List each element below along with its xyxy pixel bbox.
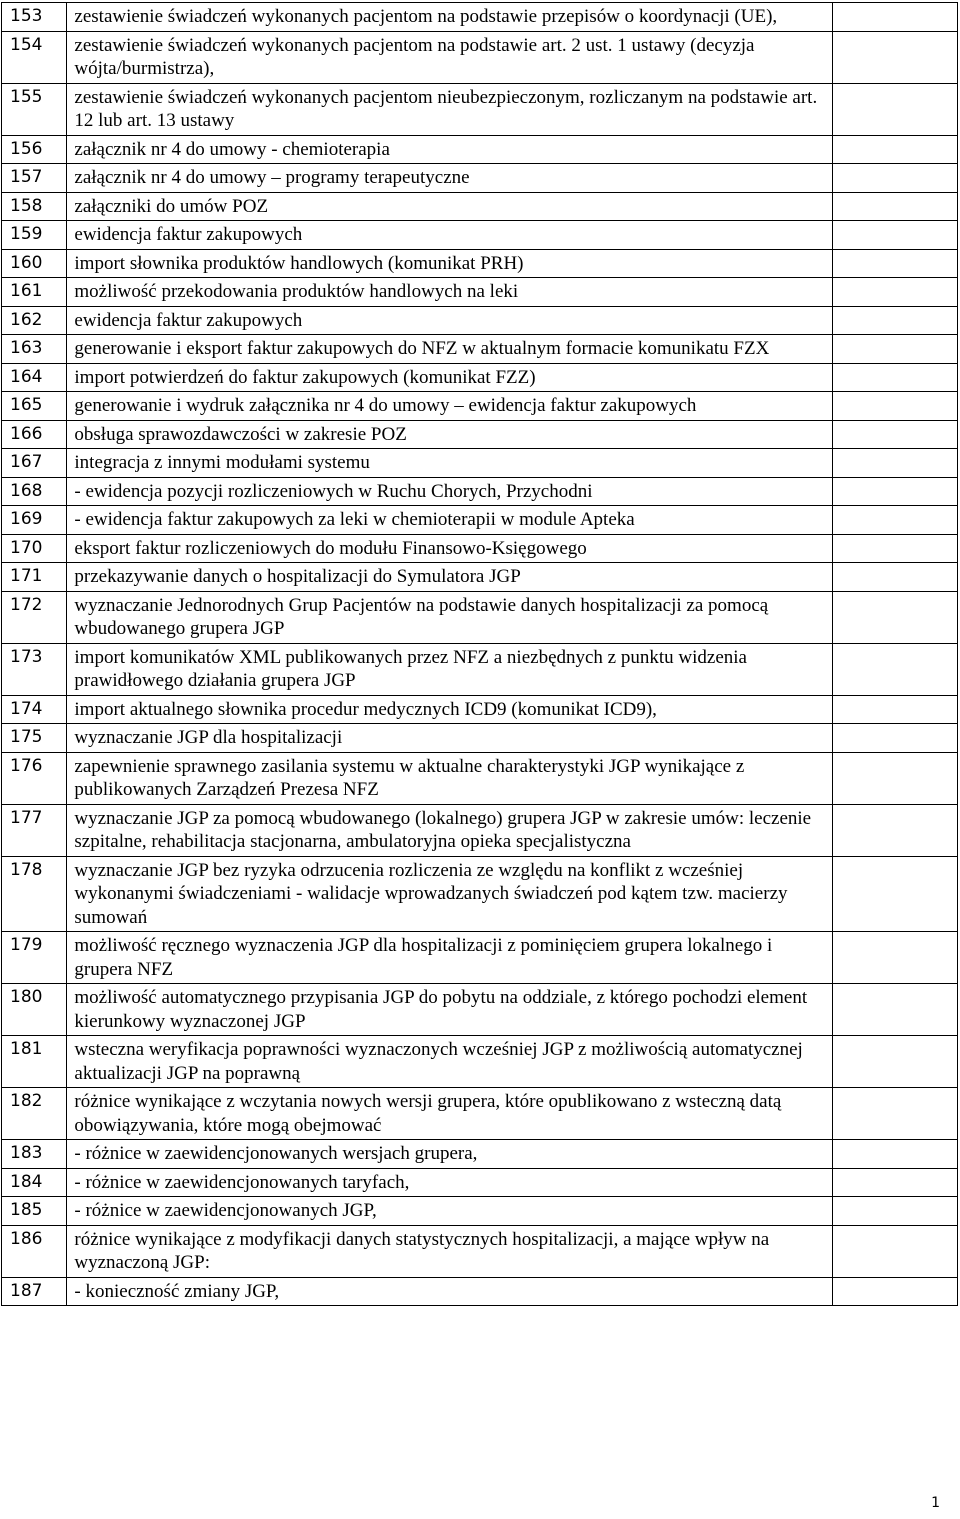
- row-number: 172: [2, 591, 67, 643]
- table-row: [2, 1168, 958, 1197]
- table-row: [2, 306, 958, 335]
- table-row: [2, 449, 958, 478]
- row-number: 186: [2, 1225, 67, 1277]
- row-empty-cell: [833, 1197, 958, 1226]
- row-empty-cell: [833, 591, 958, 643]
- row-description: obsługa sprawozdawczości w zakresie POZ: [67, 420, 833, 449]
- table-row: [2, 192, 958, 221]
- row-empty-cell: [833, 1140, 958, 1169]
- row-empty-cell: [833, 724, 958, 753]
- row-number: 167: [2, 449, 67, 478]
- row-number: 174: [2, 695, 67, 724]
- row-description: generowanie i wydruk załącznika nr 4 do umowy – ewidencja faktur zakupowych: [67, 392, 833, 421]
- row-number: 160: [2, 249, 67, 278]
- table-row: [2, 3, 958, 32]
- table-row: [2, 1088, 958, 1140]
- row-description: ewidencja faktur zakupowych: [67, 306, 833, 335]
- row-description: zapewnienie sprawnego zasilania systemu w aktualne charakterystyki JGP wynikające z publikowanych Zarządzeń Prezesa NFZ: [67, 752, 833, 804]
- row-description: import aktualnego słownika procedur medycznych ICD9 (komunikat ICD9),: [67, 695, 833, 724]
- row-description: import słownika produktów handlowych (komunikat PRH): [67, 249, 833, 278]
- row-empty-cell: [833, 643, 958, 695]
- row-number: 175: [2, 724, 67, 753]
- row-number: 179: [2, 932, 67, 984]
- row-description: wyznaczanie Jednorodnych Grup Pacjentów na podstawie danych hospitalizacji za pomocą wbudowanego grupera JGP: [67, 591, 833, 643]
- row-description: zestawienie świadczeń wykonanych pacjentom na podstawie art. 2 ust. 1 ustawy (decyzja wójta/burmistrza),: [67, 31, 833, 83]
- row-empty-cell: [833, 192, 958, 221]
- table-row: [2, 221, 958, 250]
- table-row: [2, 984, 958, 1036]
- row-empty-cell: [833, 392, 958, 421]
- row-number: 164: [2, 363, 67, 392]
- row-description: zestawienie świadczeń wykonanych pacjentom nieubezpieczonym, rozliczanym na podstawie art. 12 lub art. 13 ustawy: [67, 83, 833, 135]
- table-row: [2, 506, 958, 535]
- row-number: 184: [2, 1168, 67, 1197]
- row-empty-cell: [833, 1088, 958, 1140]
- row-empty-cell: [833, 1225, 958, 1277]
- row-description: - różnice w zaewidencjonowanych JGP,: [67, 1197, 833, 1226]
- row-number: 181: [2, 1036, 67, 1088]
- row-empty-cell: [833, 563, 958, 592]
- row-description: ewidencja faktur zakupowych: [67, 221, 833, 250]
- row-number: 180: [2, 984, 67, 1036]
- table-row: [2, 363, 958, 392]
- row-empty-cell: [833, 249, 958, 278]
- row-number: 185: [2, 1197, 67, 1226]
- row-number: 171: [2, 563, 67, 592]
- table-row: [2, 392, 958, 421]
- table-row: [2, 1140, 958, 1169]
- row-empty-cell: [833, 83, 958, 135]
- table-row: [2, 591, 958, 643]
- row-description: import potwierdzeń do faktur zakupowych (komunikat FZZ): [67, 363, 833, 392]
- row-description: możliwość ręcznego wyznaczenia JGP dla hospitalizacji z pominięciem grupera lokalnego i grupera NFZ: [67, 932, 833, 984]
- row-empty-cell: [833, 164, 958, 193]
- row-empty-cell: [833, 278, 958, 307]
- table-row: [2, 804, 958, 856]
- row-number: 182: [2, 1088, 67, 1140]
- row-number: 155: [2, 83, 67, 135]
- row-empty-cell: [833, 804, 958, 856]
- row-description: - konieczność zmiany JGP,: [67, 1277, 833, 1306]
- row-empty-cell: [833, 306, 958, 335]
- row-number: 159: [2, 221, 67, 250]
- row-empty-cell: [833, 932, 958, 984]
- table-row: [2, 278, 958, 307]
- row-description: wyznaczanie JGP bez ryzyka odrzucenia rozliczenia ze względu na konflikt z wcześniej wykonanymi świadczeniami - walidacje wprowadzanych świadczeń pod kątem tzw. macierzy sumowań: [67, 856, 833, 932]
- row-empty-cell: [833, 984, 958, 1036]
- row-empty-cell: [833, 752, 958, 804]
- row-empty-cell: [833, 449, 958, 478]
- table-row: [2, 1277, 958, 1306]
- row-description: załączniki do umów POZ: [67, 192, 833, 221]
- row-number: 168: [2, 477, 67, 506]
- row-empty-cell: [833, 856, 958, 932]
- row-empty-cell: [833, 695, 958, 724]
- row-number: 165: [2, 392, 67, 421]
- row-empty-cell: [833, 3, 958, 32]
- row-number: 183: [2, 1140, 67, 1169]
- table-row: [2, 1197, 958, 1226]
- row-description: generowanie i eksport faktur zakupowych do NFZ w aktualnym formacie komunikatu FZX: [67, 335, 833, 364]
- table-row: [2, 695, 958, 724]
- table-row: [2, 83, 958, 135]
- row-number: 157: [2, 164, 67, 193]
- table-row: [2, 477, 958, 506]
- row-empty-cell: [833, 135, 958, 164]
- row-number: 166: [2, 420, 67, 449]
- row-number: 169: [2, 506, 67, 535]
- row-empty-cell: [833, 221, 958, 250]
- row-empty-cell: [833, 363, 958, 392]
- table-row: [2, 1225, 958, 1277]
- table-row: [2, 249, 958, 278]
- row-empty-cell: [833, 1277, 958, 1306]
- table-row: [2, 31, 958, 83]
- row-description: wsteczna weryfikacja poprawności wyznaczonych wcześniej JGP z możliwością automatycznej aktualizacji JGP na poprawną: [67, 1036, 833, 1088]
- table-row: [2, 752, 958, 804]
- row-description: zestawienie świadczeń wykonanych pacjentom na podstawie przepisów o koordynacji (UE),: [67, 3, 833, 32]
- row-empty-cell: [833, 477, 958, 506]
- table-row: [2, 135, 958, 164]
- row-description: - ewidencja pozycji rozliczeniowych w Ruchu Chorych, Przychodni: [67, 477, 833, 506]
- row-description: możliwość automatycznego przypisania JGP do pobytu na oddziale, z którego pochodzi element kierunkowy wyznaczonej JGP: [67, 984, 833, 1036]
- row-number: 163: [2, 335, 67, 364]
- row-number: 177: [2, 804, 67, 856]
- requirements-table: [1, 2, 958, 1306]
- table-row: [2, 643, 958, 695]
- row-description: - ewidencja faktur zakupowych za leki w chemioterapii w module Apteka: [67, 506, 833, 535]
- row-description: integracja z innymi modułami systemu: [67, 449, 833, 478]
- row-number: 173: [2, 643, 67, 695]
- table-row: [2, 724, 958, 753]
- row-description: przekazywanie danych o hospitalizacji do Symulatora JGP: [67, 563, 833, 592]
- table-row: [2, 335, 958, 364]
- table-row: [2, 563, 958, 592]
- row-description: eksport faktur rozliczeniowych do modułu Finansowo-Księgowego: [67, 534, 833, 563]
- row-description: wyznaczanie JGP dla hospitalizacji: [67, 724, 833, 753]
- table-row: [2, 534, 958, 563]
- row-empty-cell: [833, 506, 958, 535]
- row-number: 187: [2, 1277, 67, 1306]
- row-number: 178: [2, 856, 67, 932]
- requirements-table-body: [2, 3, 958, 1306]
- row-description: import komunikatów XML publikowanych przez NFZ a niezbędnych z punktu widzenia prawidłowego działania grupera JGP: [67, 643, 833, 695]
- row-number: 158: [2, 192, 67, 221]
- row-description: - różnice w zaewidencjonowanych wersjach grupera,: [67, 1140, 833, 1169]
- row-empty-cell: [833, 534, 958, 563]
- row-description: wyznaczanie JGP za pomocą wbudowanego (lokalnego) grupera JGP w zakresie umów: leczenie szpitalne, rehabilitacja stacjonarna, ambulatoryjna opieka specjalistyczna: [67, 804, 833, 856]
- row-description: załącznik nr 4 do umowy – programy terapeutyczne: [67, 164, 833, 193]
- table-row: [2, 932, 958, 984]
- row-number: 161: [2, 278, 67, 307]
- row-number: 153: [2, 3, 67, 32]
- row-number: 176: [2, 752, 67, 804]
- table-row: [2, 1036, 958, 1088]
- row-empty-cell: [833, 420, 958, 449]
- row-description: załącznik nr 4 do umowy - chemioterapia: [67, 135, 833, 164]
- row-number: 170: [2, 534, 67, 563]
- row-empty-cell: [833, 31, 958, 83]
- page-number: 1: [931, 1495, 940, 1511]
- table-row: [2, 420, 958, 449]
- row-description: różnice wynikające z modyfikacji danych statystycznych hospitalizacji, a mające wpływ na wyznaczoną JGP:: [67, 1225, 833, 1277]
- table-row: [2, 856, 958, 932]
- row-empty-cell: [833, 1036, 958, 1088]
- row-description: różnice wynikające z wczytania nowych wersji grupera, które opublikowano z wsteczną datą obowiązywania, które mogą obejmować: [67, 1088, 833, 1140]
- table-row: [2, 164, 958, 193]
- row-description: - różnice w zaewidencjonowanych taryfach,: [67, 1168, 833, 1197]
- row-empty-cell: [833, 1168, 958, 1197]
- row-number: 162: [2, 306, 67, 335]
- row-description: możliwość przekodowania produktów handlowych na leki: [67, 278, 833, 307]
- row-number: 156: [2, 135, 67, 164]
- row-empty-cell: [833, 335, 958, 364]
- row-number: 154: [2, 31, 67, 83]
